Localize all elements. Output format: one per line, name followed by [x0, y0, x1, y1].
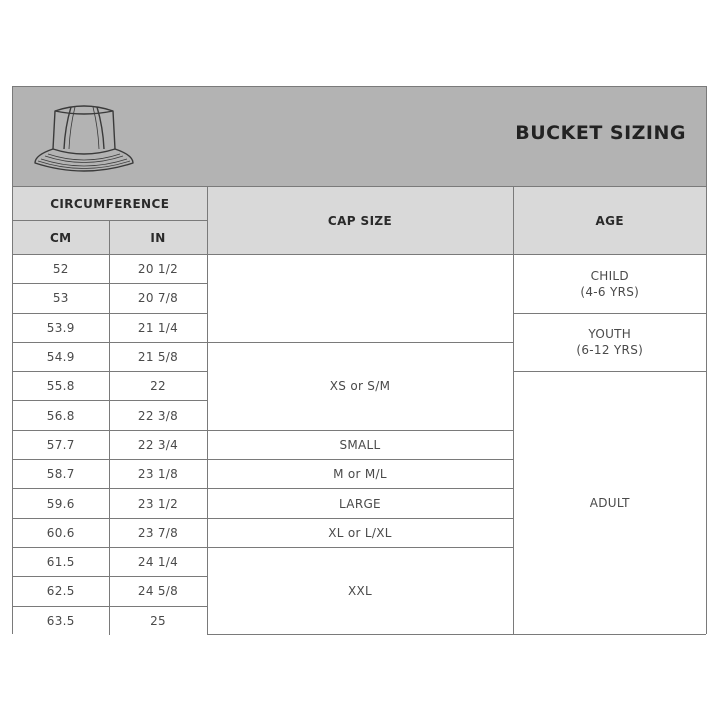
- cm-cell: 57.7: [13, 430, 109, 459]
- sizing-table: [13, 187, 706, 635]
- age-range: (4-6 YRS): [580, 284, 640, 299]
- in-cell: 22 3/4: [109, 430, 207, 459]
- in-cell: 22: [109, 372, 207, 401]
- in-cell: 22 3/8: [109, 401, 207, 430]
- cm-cell: 55.8: [13, 372, 109, 401]
- cm-header: CM: [13, 221, 109, 255]
- cm-cell: 53.9: [13, 313, 109, 342]
- age-label: CHILD: [590, 268, 629, 283]
- cm-cell: 56.8: [13, 401, 109, 430]
- cm-cell: 59.6: [13, 489, 109, 518]
- age-label: YOUTH: [588, 327, 632, 342]
- in-cell: 20 7/8: [109, 284, 207, 313]
- in-cell: 23 1/8: [109, 460, 207, 489]
- in-cell: 24 1/4: [109, 547, 207, 576]
- in-cell: 24 5/8: [109, 577, 207, 606]
- header-band: [13, 87, 706, 187]
- in-header: IN: [109, 221, 207, 255]
- chart-title: BUCKET SIZING: [515, 122, 686, 144]
- age-header: AGE: [513, 187, 706, 255]
- cap-size-header: CAP SIZE: [207, 187, 513, 255]
- age-cell-child: [513, 255, 706, 314]
- bucket-hat-icon: [31, 97, 137, 177]
- age-cell-youth: [513, 313, 706, 372]
- in-cell: 21 1/4: [109, 313, 207, 342]
- age-cell-adult: ADULT: [513, 372, 706, 635]
- in-cell: 21 5/8: [109, 342, 207, 371]
- cap-size-cell-empty: [207, 255, 513, 343]
- cap-size-cell-small: SMALL: [207, 430, 513, 459]
- cm-cell: 53: [13, 284, 109, 313]
- in-cell: 23 1/2: [109, 489, 207, 518]
- cm-cell: 61.5: [13, 547, 109, 576]
- table-row: [13, 255, 706, 284]
- cm-cell: 62.5: [13, 577, 109, 606]
- circumference-header: CIRCUMFERENCE: [13, 187, 207, 221]
- cm-cell: 54.9: [13, 342, 109, 371]
- cap-size-cell-xxl: XXL: [207, 547, 513, 634]
- cap-size-cell-xl-lxl: XL or L/XL: [207, 518, 513, 547]
- in-cell: 25: [109, 606, 207, 635]
- in-cell: 23 7/8: [109, 518, 207, 547]
- cm-cell: 58.7: [13, 460, 109, 489]
- cm-cell: 63.5: [13, 606, 109, 635]
- cap-size-cell-xs-sm: XS or S/M: [207, 342, 513, 430]
- in-cell: 20 1/2: [109, 255, 207, 284]
- age-range: (6-12 YRS): [576, 343, 644, 358]
- cm-cell: 60.6: [13, 518, 109, 547]
- cap-size-cell-large: LARGE: [207, 489, 513, 518]
- cm-cell: 52: [13, 255, 109, 284]
- sizing-chart: [12, 86, 707, 634]
- cap-size-cell-m-ml: M or M/L: [207, 460, 513, 489]
